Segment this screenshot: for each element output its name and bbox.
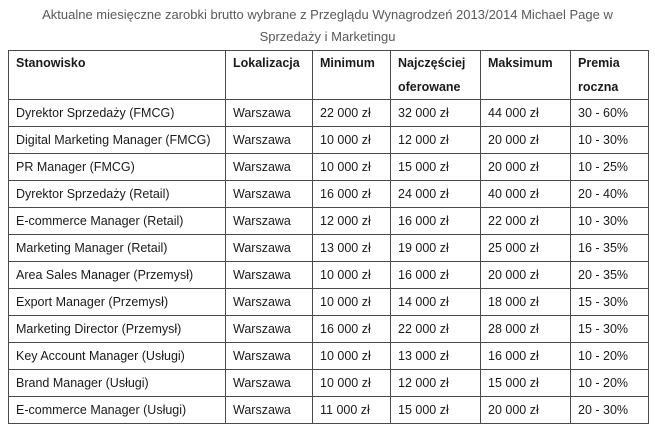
- cell-maximum: 20 000 zł: [481, 262, 571, 289]
- cell-maximum: 40 000 zł: [481, 181, 571, 208]
- header-annual-bonus-line-1: Premia: [578, 56, 620, 70]
- header-row: [9, 51, 649, 100]
- cell-position: PR Manager (FMCG): [9, 154, 226, 181]
- cell-minimum: 10 000 zł: [313, 154, 391, 181]
- cell-most-offered: 13 000 zł: [391, 343, 481, 370]
- table-row: [9, 343, 649, 370]
- cell-annual-bonus: 30 - 60%: [571, 100, 649, 127]
- cell-location: Warszawa: [226, 343, 313, 370]
- table-body: [9, 100, 649, 424]
- header-position-label: Stanowisko: [16, 56, 86, 70]
- cell-position: Export Manager (Przemysł): [9, 289, 226, 316]
- cell-maximum: 44 000 zł: [481, 100, 571, 127]
- table-row: [9, 127, 649, 154]
- document-title: [0, 4, 655, 48]
- cell-position: Marketing Manager (Retail): [9, 235, 226, 262]
- cell-minimum: 16 000 zł: [313, 181, 391, 208]
- header-minimum-label: Minimum: [320, 56, 375, 70]
- cell-most-offered: 12 000 zł: [391, 370, 481, 397]
- title-line-1: Aktualne miesięczne zarobki brutto wybrane z Przeglądu Wynagrodzeń 2013/2014 Michael Page w: [42, 7, 613, 22]
- cell-annual-bonus: 15 - 30%: [571, 289, 649, 316]
- cell-minimum: 10 000 zł: [313, 127, 391, 154]
- cell-position: E-commerce Manager (Usługi): [9, 397, 226, 424]
- cell-annual-bonus: 20 - 35%: [571, 262, 649, 289]
- cell-location: Warszawa: [226, 208, 313, 235]
- cell-most-offered: 32 000 zł: [391, 100, 481, 127]
- cell-minimum: 12 000 zł: [313, 208, 391, 235]
- header-annual-bonus-line-2: roczna: [578, 80, 619, 94]
- header-minimum: [313, 51, 391, 100]
- table-header: [9, 51, 649, 100]
- cell-maximum: 20 000 zł: [481, 154, 571, 181]
- cell-maximum: 28 000 zł: [481, 316, 571, 343]
- cell-maximum: 15 000 zł: [481, 370, 571, 397]
- cell-position: Marketing Director (Przemysł): [9, 316, 226, 343]
- cell-location: Warszawa: [226, 316, 313, 343]
- table-row: [9, 289, 649, 316]
- cell-most-offered: 12 000 zł: [391, 127, 481, 154]
- cell-minimum: 16 000 zł: [313, 316, 391, 343]
- cell-annual-bonus: 10 - 30%: [571, 127, 649, 154]
- header-most-offered: [391, 51, 481, 100]
- header-location-label: Lokalizacja: [233, 56, 300, 70]
- cell-most-offered: 22 000 zł: [391, 316, 481, 343]
- cell-location: Warszawa: [226, 127, 313, 154]
- cell-most-offered: 15 000 zł: [391, 154, 481, 181]
- cell-most-offered: 24 000 zł: [391, 181, 481, 208]
- salary-table: [8, 50, 649, 424]
- cell-annual-bonus: 20 - 30%: [571, 397, 649, 424]
- cell-maximum: 25 000 zł: [481, 235, 571, 262]
- cell-annual-bonus: 20 - 40%: [571, 181, 649, 208]
- cell-minimum: 10 000 zł: [313, 289, 391, 316]
- cell-most-offered: 16 000 zł: [391, 208, 481, 235]
- table-row: [9, 316, 649, 343]
- cell-maximum: 22 000 zł: [481, 208, 571, 235]
- header-most-offered-line-2: oferowane: [398, 80, 461, 94]
- header-maximum-label: Maksimum: [488, 56, 553, 70]
- header-location: [226, 51, 313, 100]
- cell-position: Digital Marketing Manager (FMCG): [9, 127, 226, 154]
- cell-maximum: 16 000 zł: [481, 343, 571, 370]
- cell-annual-bonus: 15 - 30%: [571, 316, 649, 343]
- table-row: [9, 262, 649, 289]
- cell-location: Warszawa: [226, 397, 313, 424]
- cell-annual-bonus: 10 - 25%: [571, 154, 649, 181]
- cell-position: Key Account Manager (Usługi): [9, 343, 226, 370]
- cell-maximum: 20 000 zł: [481, 397, 571, 424]
- cell-minimum: 13 000 zł: [313, 235, 391, 262]
- cell-annual-bonus: 10 - 20%: [571, 370, 649, 397]
- cell-minimum: 10 000 zł: [313, 370, 391, 397]
- cell-location: Warszawa: [226, 289, 313, 316]
- cell-most-offered: 19 000 zł: [391, 235, 481, 262]
- table-row: [9, 370, 649, 397]
- table-row: [9, 235, 649, 262]
- cell-annual-bonus: 10 - 30%: [571, 208, 649, 235]
- table-row: [9, 100, 649, 127]
- cell-minimum: 11 000 zł: [313, 397, 391, 424]
- cell-most-offered: 15 000 zł: [391, 397, 481, 424]
- table-row: [9, 181, 649, 208]
- cell-maximum: 18 000 zł: [481, 289, 571, 316]
- table-row: [9, 208, 649, 235]
- cell-location: Warszawa: [226, 181, 313, 208]
- cell-annual-bonus: 10 - 20%: [571, 343, 649, 370]
- cell-location: Warszawa: [226, 100, 313, 127]
- title-line-2: Sprzedaży i Marketingu: [259, 29, 396, 44]
- cell-location: Warszawa: [226, 370, 313, 397]
- cell-annual-bonus: 16 - 35%: [571, 235, 649, 262]
- cell-most-offered: 14 000 zł: [391, 289, 481, 316]
- cell-position: E-commerce Manager (Retail): [9, 208, 226, 235]
- cell-position: Area Sales Manager (Przemysł): [9, 262, 226, 289]
- table-row: [9, 154, 649, 181]
- cell-position: Dyrektor Sprzedaży (FMCG): [9, 100, 226, 127]
- header-maximum: [481, 51, 571, 100]
- cell-position: Brand Manager (Usługi): [9, 370, 226, 397]
- header-position: [9, 51, 226, 100]
- cell-minimum: 10 000 zł: [313, 343, 391, 370]
- header-most-offered-line-1: Najczęściej: [398, 56, 466, 70]
- header-annual-bonus: [571, 51, 649, 100]
- cell-position: Dyrektor Sprzedaży (Retail): [9, 181, 226, 208]
- cell-most-offered: 16 000 zł: [391, 262, 481, 289]
- cell-minimum: 22 000 zł: [313, 100, 391, 127]
- table-row: [9, 397, 649, 424]
- cell-maximum: 20 000 zł: [481, 127, 571, 154]
- cell-minimum: 10 000 zł: [313, 262, 391, 289]
- cell-location: Warszawa: [226, 235, 313, 262]
- cell-location: Warszawa: [226, 154, 313, 181]
- cell-location: Warszawa: [226, 262, 313, 289]
